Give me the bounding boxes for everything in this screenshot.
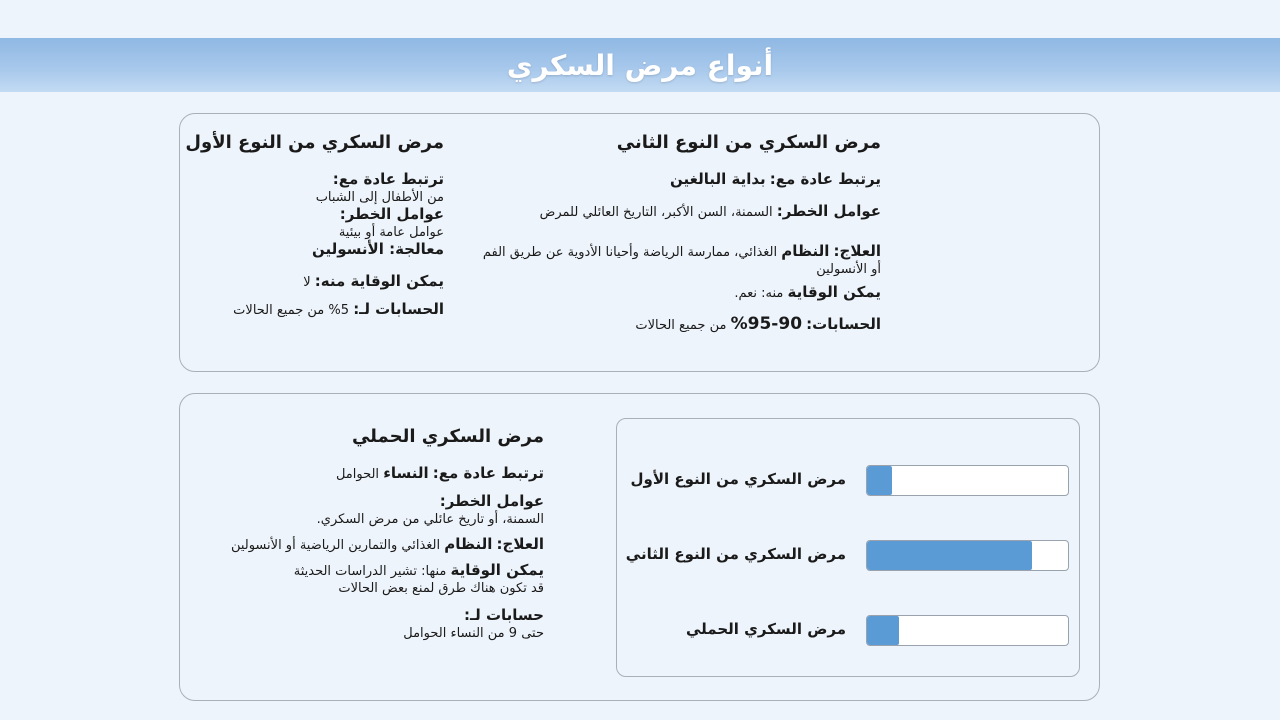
type2-accounts: الحسابات: 90-95% من جميع الحالات bbox=[635, 314, 881, 334]
gestational-risk-value: السمنة، أو تاريخ عائلي من مرض السكري. bbox=[316, 512, 544, 527]
gestational-prevent-line2: قد تكون هناك طرق لمنع بعض الحالات bbox=[338, 581, 544, 596]
type2-treatment: العلاج: النظام الغذائي، ممارسة الرياضة وأحيانا الأدوية عن طريق الفم bbox=[482, 242, 881, 260]
page-title: أنواع مرض السكري bbox=[506, 48, 774, 82]
gestational-prevent: يمكن الوقاية منها: تشير الدراسات الحديثة bbox=[293, 561, 544, 579]
bar bbox=[867, 616, 899, 645]
gestational-section bbox=[194, 426, 544, 642]
gestational-accounts-value: حتى 9 من النساء الحوامل bbox=[403, 626, 544, 641]
type2-prevent: يمكن الوقاية منه: نعم. bbox=[734, 283, 881, 301]
bar-label: مرض السكري الحملي bbox=[685, 620, 846, 638]
type1-risk-value: عوامل عامة أو بيئية bbox=[338, 225, 444, 240]
gestational-associated: ترتبط عادة مع: النساء الحوامل bbox=[335, 464, 544, 482]
gestational-heading: مرض السكري الحملي bbox=[351, 426, 544, 447]
bar-chart bbox=[616, 418, 1080, 677]
type1-heading: مرض السكري من النوع الأول bbox=[185, 132, 444, 153]
bar-label: مرض السكري من النوع الثاني bbox=[625, 545, 846, 563]
bar-label: مرض السكري من النوع الأول bbox=[630, 470, 846, 488]
type1-treatment: معالجة: الأنسولين bbox=[311, 240, 444, 258]
type1-risk-label: عوامل الخطر: bbox=[339, 205, 444, 223]
gestational-risk-label: عوامل الخطر: bbox=[439, 492, 544, 510]
type2-associated: يرتبط عادة مع: بداية البالغين bbox=[670, 170, 881, 188]
bar-track bbox=[866, 465, 1069, 496]
bar bbox=[867, 466, 892, 495]
type2-treatment-line2: أو الأنسولين bbox=[816, 262, 881, 277]
bar-track bbox=[866, 615, 1069, 646]
bottom-panel bbox=[179, 393, 1100, 701]
type1-section bbox=[185, 132, 444, 319]
type2-risk: عوامل الخطر: السمنة، السن الأكبر، التاريخ العائلي للمرض bbox=[539, 202, 881, 220]
type1-prevent: يمكن الوقاية منه: لا bbox=[303, 272, 444, 290]
bar bbox=[867, 541, 1032, 570]
bar-track bbox=[866, 540, 1069, 571]
gestational-treatment: العلاج: النظام الغذائي والتمارين الرياضية أو الأنسولين bbox=[230, 535, 544, 553]
title-banner bbox=[0, 38, 1280, 92]
type1-associated-label: ترتبط عادة مع: bbox=[332, 170, 444, 188]
gestational-accounts-label: حسابات لـ: bbox=[463, 606, 544, 624]
type1-associated-value: من الأطفال إلى الشباب bbox=[315, 190, 444, 205]
type1-accounts: الحسابات لـ: 5% من جميع الحالات bbox=[233, 300, 444, 318]
type2-heading: مرض السكري من النوع الثاني bbox=[616, 132, 881, 153]
top-panel bbox=[179, 113, 1100, 372]
type2-section bbox=[441, 132, 881, 334]
